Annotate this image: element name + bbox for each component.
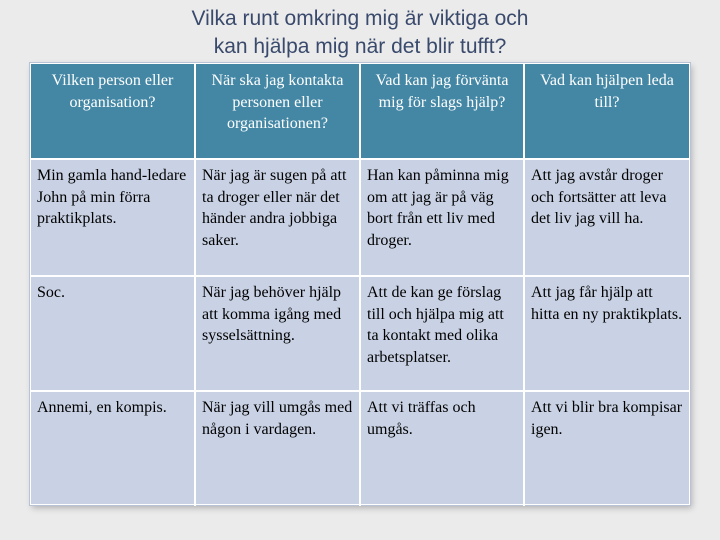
cell-person: Annemi, en kompis. [31,391,195,506]
cell-when: När jag behöver hjälp att komma igång med sysselsättning. [195,276,360,391]
cell-person: Min gamla hand-ledare John på min förra praktikplats. [31,159,195,276]
slide-title-line-2: kan hjälpa mig när det blir tufft? [213,35,507,58]
cell-help: Att de kan ge förslag till och hjälpa mig att ta kontakt med olika arbetsplatser. [360,276,524,391]
cell-when: När jag är sugen på att ta droger eller när det händer andra jobbiga saker. [195,159,360,276]
cell-outcome: Att jag får hjälp att hitta en ny praktikplats. [524,276,689,391]
support-network-table [30,63,690,505]
table-row [31,391,689,506]
cell-help: Han kan påminna mig om att jag är på väg bort från ett liv med droger. [360,159,524,276]
header-outcome: Vad kan hjälpen leda till? [524,64,689,159]
header-when: När ska jag kontakta personen eller organisationen? [195,64,360,159]
header-person: Vilken person eller organisation? [31,64,195,159]
cell-person: Soc. [31,276,195,391]
cell-outcome: Att jag avstår droger och fortsätter att leva det liv jag vill ha. [524,159,689,276]
slide-title-line-1: Vilka runt omkring mig är viktiga och [191,7,529,30]
table-row [31,276,689,391]
table-row [31,159,689,276]
table-header-row [31,64,689,159]
header-help: Vad kan jag förvänta mig för slags hjälp? [360,64,524,159]
cell-outcome: Att vi blir bra kompisar igen. [531,399,683,438]
slide-title [0,5,720,61]
cell-help: Att vi träffas och umgås. [360,391,524,506]
cell-when: När jag vill umgås med någon i vardagen. [195,391,360,506]
